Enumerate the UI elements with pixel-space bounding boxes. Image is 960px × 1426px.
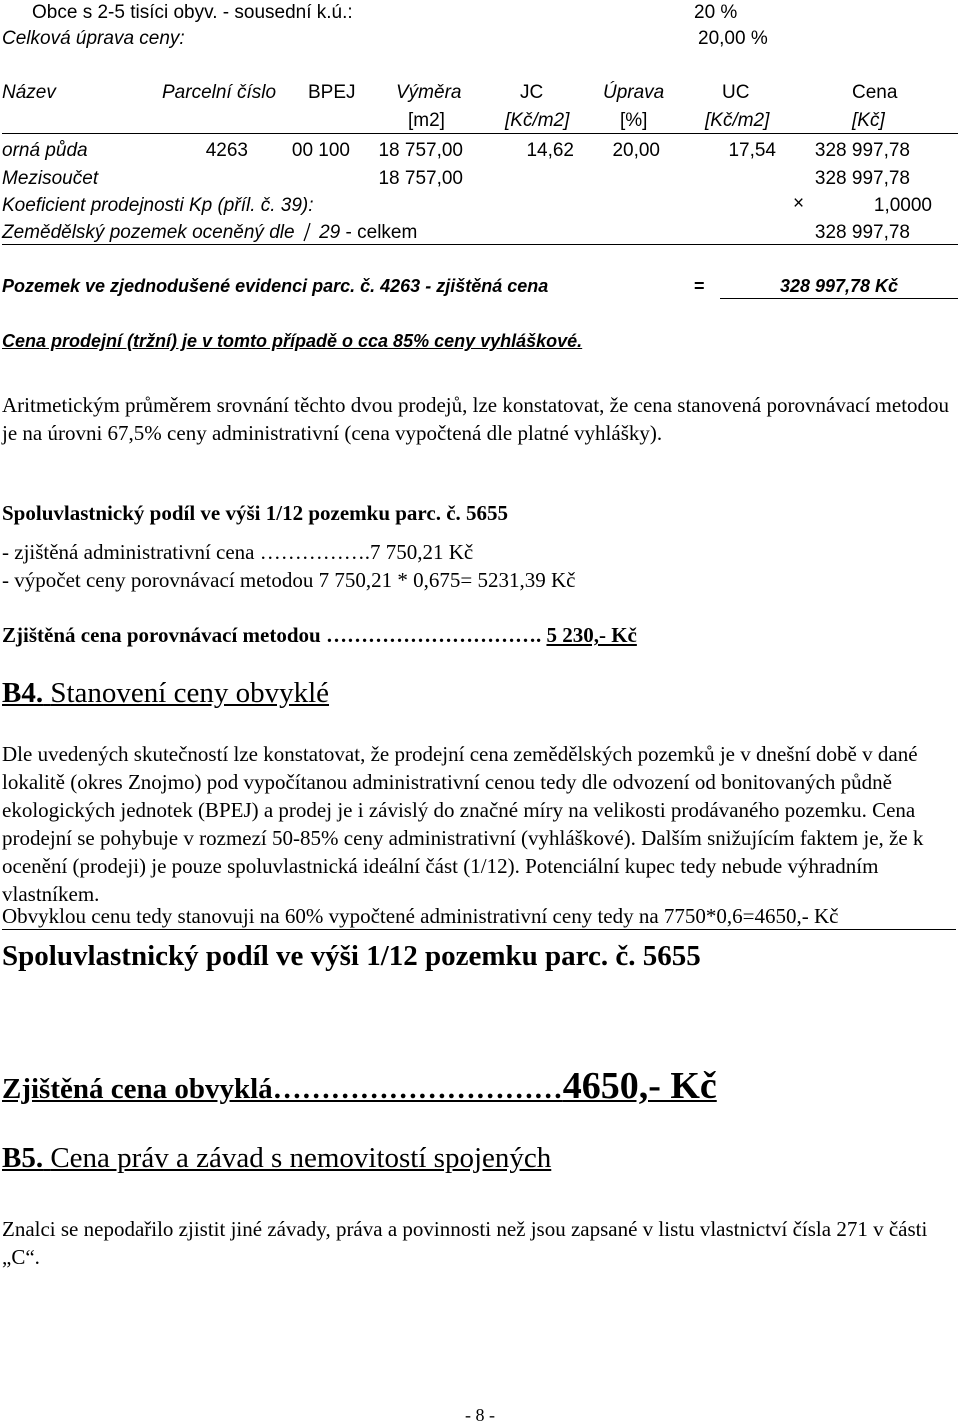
col-header-adjustment: Úprava — [603, 82, 665, 103]
comparative-price-value: 5 230,- Kč — [546, 623, 637, 647]
unit-price: [Kč] — [852, 110, 885, 131]
cell-area: 18 757,00 — [378, 140, 463, 161]
total-section: 29 — [319, 222, 341, 243]
usual-price-statement: Obvyklou cenu tedy stanovuji na 60% vypočtené administrativní ceny tedy na 7750*0,6=4650,- Kč — [2, 903, 956, 930]
table-header-divider — [2, 133, 958, 134]
col-header-parcel: Parcelní číslo — [162, 82, 277, 103]
kp-value: 1,0000 — [873, 195, 932, 216]
col-header-name: Název — [2, 82, 56, 103]
usual-price-row — [2, 1064, 717, 1108]
multiply-sign: × — [793, 193, 805, 214]
usual-price-paragraph: Dle uvedených skutečností lze konstatovat, že prodejní cena zemědělských pozemků je v dnešní době v dané lokalitě (okres Znojmo) pod vypočítanou administrativní cenou tedy dle odvození od bonitovaných půdně ekologických jednotek (BPEJ) a prodej je i závislý do značné míry na velikosti prodávaného pozemku. Cena prodejní se pohybuje v rozmezí 50-85% ceny administrativní (vyhláškové). Dalším snižujícím faktem je, že k ocenění (prodeji) je pouze spoluvlastnická ideální část (1/12). Potenciální kupec tedy nebude výhradním vlastníkem. — [2, 742, 924, 906]
result-equals: = — [694, 276, 705, 296]
market-price-note: Cena prodejní (tržní) je v tomto případě o cca 85% ceny vyhláškové. — [2, 331, 583, 351]
cell-uc: 17,54 — [728, 140, 776, 161]
cell-parcel: 4263 — [205, 140, 248, 161]
calculation-line: - výpočet ceny porovnávací metodou 7 750,21 * 0,675= 5231,39 Kč — [2, 568, 576, 592]
cell-name: orná půda — [2, 140, 88, 161]
cell-jc: 14,62 — [526, 140, 574, 161]
total-row — [2, 222, 417, 244]
result-label: Pozemek ve zjednodušené evidenci parc. č. 4263 - zjištěná cena — [2, 276, 549, 296]
rights-encumbrances-paragraph: Znalci se nepodařilo zjistit jiné závady, práva a povinnosti než jsou zapsané v listu vlastnictví čísla 271 v části „C“. — [2, 1217, 928, 1269]
col-header-bpej: BPEJ — [308, 82, 356, 103]
total-price: 328 997,78 — [814, 222, 910, 243]
unit-area: [m2] — [408, 110, 445, 131]
arithmetic-mean-paragraph: Aritmetickým průměrem srovnání těchto dvou prodejů, lze konstatovat, že cena stanovená porovnávací metodou je na úrovni 67,5% ceny administrativní (cena vypočtená dle platné vyhlášky). — [2, 393, 950, 445]
col-header-jc: JC — [520, 82, 544, 103]
page-number: - 8 - — [465, 1405, 495, 1425]
cell-adjustment: 20,00 — [612, 140, 660, 161]
result-value: 328 997,78 Kč — [720, 276, 958, 299]
total-divider — [2, 244, 958, 245]
section-icon — [300, 222, 314, 244]
total-adjustment-label: Celková úprava ceny: — [2, 28, 185, 49]
section-b4-heading — [2, 677, 329, 710]
section-b5-heading — [2, 1142, 551, 1175]
usual-price-value: 4650,- Kč — [562, 1065, 717, 1107]
col-header-area: Výměra — [396, 82, 462, 103]
subtotal-area: 18 757,00 — [378, 168, 463, 189]
unit-uc: [Kč/m2] — [705, 110, 770, 131]
section-b4-title: Stanovení ceny obvyklé — [50, 677, 330, 709]
cell-price: 328 997,78 — [814, 140, 910, 161]
usual-price-label: Zjištěná cena obvyklá………………………… — [2, 1073, 563, 1105]
comparative-price-label: Zjištěná cena porovnávací metodou …………………………. — [2, 623, 542, 647]
coefficient-value: 20 % — [694, 2, 738, 23]
share-heading-large: Spoluvlastnický podíl ve výši 1/12 pozemku parc. č. 5655 — [2, 940, 701, 972]
section-b5-number: B5. — [2, 1142, 44, 1174]
admin-price-line: - zjištěná administrativní cena …………….7 750,21 Kč — [2, 540, 474, 564]
section-b5-title: Cena práv a závad s nemovitostí spojených — [50, 1142, 552, 1174]
subtotal-label: Mezisoučet — [2, 168, 99, 189]
kp-label: Koeficient prodejnosti Kp (příl. č. 39): — [2, 195, 314, 216]
cell-bpej: 00 100 — [291, 140, 350, 161]
col-header-uc: UC — [722, 82, 750, 103]
section-b4-number: B4. — [2, 677, 44, 709]
total-adjustment-value: 20,00 % — [698, 28, 768, 49]
coefficient-label: Obce s 2-5 tisíci obyv. - sousední k.ú.: — [32, 2, 353, 23]
share-heading: Spoluvlastnický podíl ve výši 1/12 pozemku parc. č. 5655 — [2, 501, 509, 525]
subtotal-price: 328 997,78 — [814, 168, 910, 189]
unit-jc: [Kč/m2] — [505, 110, 570, 131]
comparative-price-row — [2, 623, 637, 648]
unit-adjustment: [%] — [620, 110, 648, 131]
total-label: Zemědělský pozemek oceněný dle — [2, 222, 295, 243]
col-header-price: Cena — [852, 82, 898, 103]
total-suffix: - celkem — [345, 222, 418, 243]
